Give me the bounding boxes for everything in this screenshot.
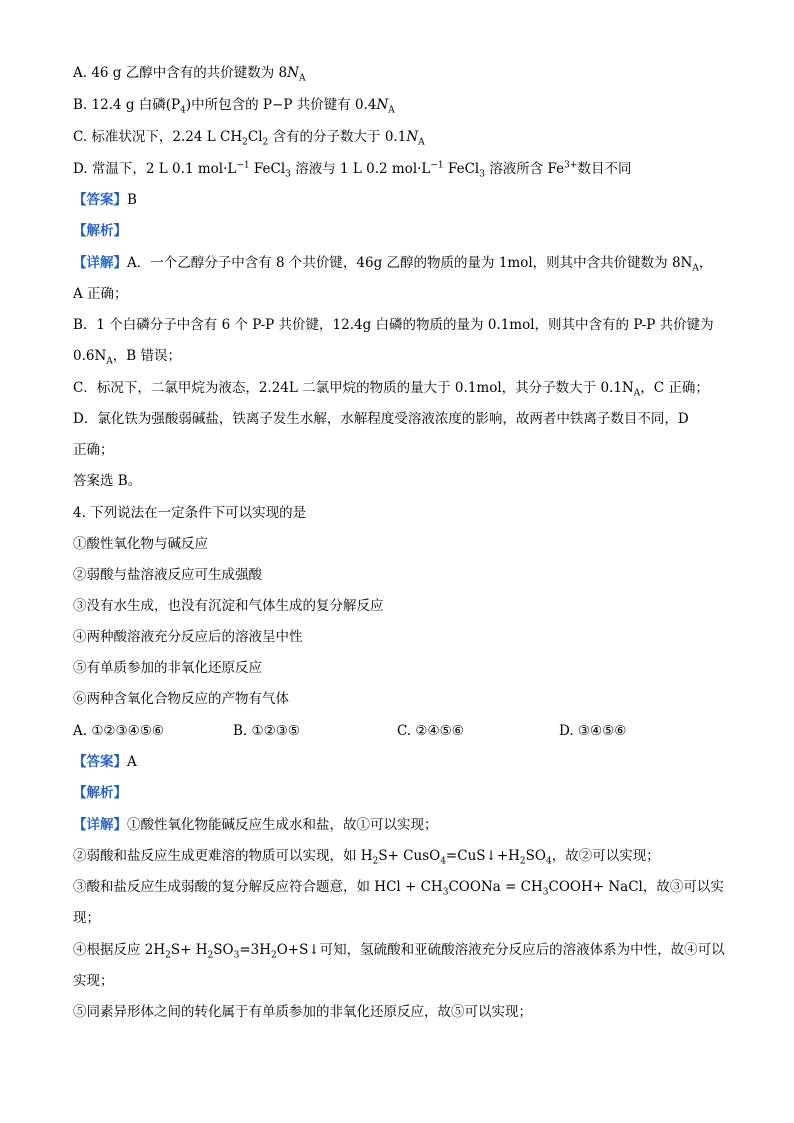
q4-option-b: B. ①②③⑤ xyxy=(233,723,300,739)
q4-option-c: C. ②④⑤⑥ xyxy=(397,723,464,739)
q3-detail-b: B．1 个白磷分子中含有 6 个 P-P 共价键，12.4g 白磷的物质的量为 0.1mol，则其中含有的 P-P 共价键为 xyxy=(73,317,714,333)
q3-conclusion: 答案选 B。 xyxy=(73,473,142,489)
q4-detail-5: ⑤同素异形体之间的转化属于有单质参加的非氧化还原反应，故⑤可以实现； xyxy=(73,1004,532,1020)
q3-detail-c: C．标况下，二氯甲烷为液态，2.24L 二氯甲烷的物质的量大于 0.1mol，其分子数大于 $0.1N_A$，C 正确； xyxy=(73,380,709,399)
q4-detail-2: ②弱酸和盐反应生成更难溶的物质可以实现，如 $H_2S+$ $CusO_4=CuS↓+H_2SO_4$，故②可以实现； xyxy=(73,848,660,867)
q4-detail-1: 【详解】①酸性氧化物能碱反应生成水和盐，故①可以实现； xyxy=(73,817,438,833)
q4-detail-3-cont: 现； xyxy=(73,910,100,926)
q3-option-b: B. 12.4 g 白磷$(P_4)$中所包含的 P−P 共价键有 $0.4N_A$ xyxy=(73,97,395,116)
q3-option-c: C. 标准状况下，2.24 L $CH_2Cl_2$ 含有的分子数大于 $0.1N_A$ xyxy=(73,129,425,148)
q4-options xyxy=(73,722,733,740)
q4-item-3: ③没有水生成，也没有沉淀和气体生成的复分解反应 xyxy=(73,598,384,614)
q3-option-d: D. 常温下，2 L 0.1 $mol\cdot L^{-1}$ FeCl$_3$ 溶液与 1 L 0.2 $mol\cdot L^{-1}$ FeCl$_3$ 溶液所含 $Fe^{3+}$数目不同 xyxy=(73,160,632,180)
q3-analysis-label: 【解析】 xyxy=(73,223,127,239)
q4-detail-3: ③酸和盐反应生成弱酸的复分解反应符合题意，如 HCl + $CH_3COONa$ = $CH_3COOH+$ NaCl，故③可以实 xyxy=(73,879,724,898)
q4-detail-4: ④根据反应 $2H_2S+$ $H_2SO_3=3H_2O+S↓$可知，氢硫酸和亚硫酸溶液充分反应后的溶液体系为中性，故④可以 xyxy=(73,942,725,961)
q3-answer: 【答案】B xyxy=(73,192,137,208)
q4-option-d: D. ③④⑤⑥ xyxy=(559,723,627,739)
q4-item-2: ②弱酸与盐溶液反应可生成强酸 xyxy=(73,567,262,583)
q4-item-4: ④两种酸溶液充分反应后的溶液呈中性 xyxy=(73,629,303,645)
q4-detail-4-cont: 实现； xyxy=(73,973,114,989)
q4-item-1: ①酸性氧化物与碱反应 xyxy=(73,536,208,552)
q3-detail-a: 【详解】A．一个乙醇分子中含有 8 个共价键，46g 乙醇的物质的量为 1mol，则其中含共价键数为 $8N_A$， xyxy=(73,255,713,274)
q3-detail-b-cont: $0.6N_A$，B 错误； xyxy=(73,348,182,367)
q4-item-5: ⑤有单质参加的非氧化还原反应 xyxy=(73,660,262,676)
q3-detail-a-cont: A 正确； xyxy=(73,286,128,302)
q4-analysis-label: 【解析】 xyxy=(73,785,127,801)
q3-option-a: A. 46 g 乙醇中含有的共价键数为 $8N_A$ xyxy=(73,65,306,84)
q3-detail-d-cont: 正确； xyxy=(73,442,114,458)
q4-answer: 【答案】A xyxy=(73,754,137,770)
q4-stem: 4. 下列说法在一定条件下可以实现的是 xyxy=(73,505,307,521)
q3-detail-d: D．氯化铁为强酸弱碱盐，铁离子发生水解，水解程度受溶液浓度的影响，故两者中铁离子数目不同，D xyxy=(73,411,689,427)
q4-item-6: ⑥两种含氧化合物反应的产物有气体 xyxy=(73,691,289,707)
q4-option-a: A. ①②③④⑤⑥ xyxy=(73,723,164,739)
